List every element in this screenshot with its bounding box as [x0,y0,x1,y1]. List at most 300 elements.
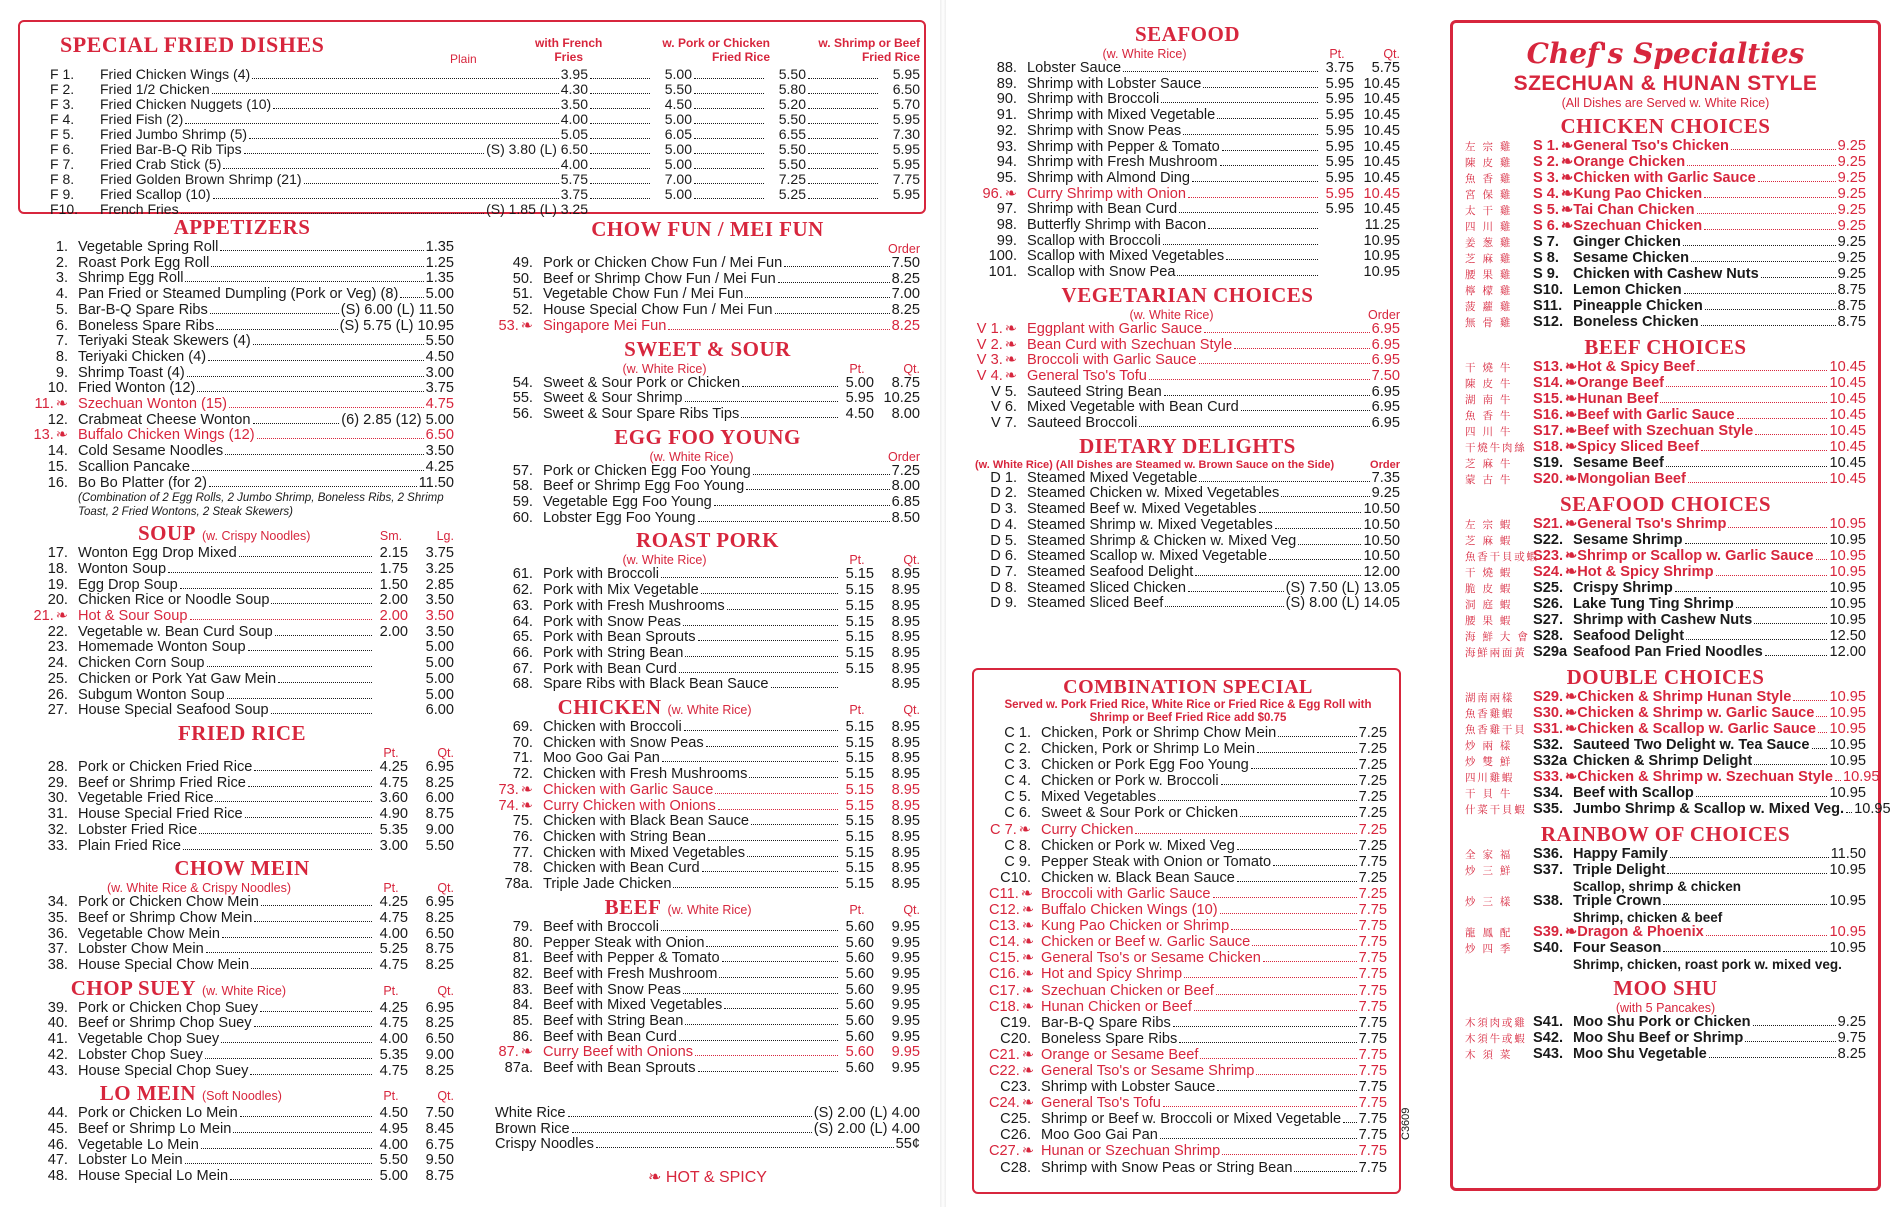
price-small: 4.75 [379,774,408,791]
menu-item [989,902,1387,918]
menu-item [989,1111,1387,1127]
leader-dots [694,168,764,169]
price-col: 5.25 [778,186,806,202]
leader-dots [1275,528,1362,529]
menu-item [975,565,1400,581]
item-name: Curry Beef with Onions [543,1044,694,1061]
menu-item [30,381,454,397]
menu-item [975,92,1400,108]
price-large: 5.00 [425,686,454,703]
price-col: 5.95 [892,66,920,82]
price-small: 5.15 [845,582,874,599]
leader-dots [718,809,838,810]
item-price: 7.25 [1358,821,1387,838]
chinese-name: 全 家 福 [1465,849,1513,861]
hot-pepper-icon: ❧ [1565,391,1578,407]
section-subtitle: (w. White Rice) [202,983,287,998]
col-label-1: Pt. [849,361,865,376]
item-number: C 2. [1004,741,1031,758]
item-price: 6.95 [1371,415,1400,432]
item-number: 97. [996,201,1017,218]
price-col: 7.25 [778,171,806,187]
leader-dots [1183,134,1318,135]
leader-dots [1158,800,1356,801]
col-shrimp: w. Shrimp or Beef Fried Rice [818,36,920,64]
price-large: 8.95 [891,597,920,614]
price-small: 4.25 [379,758,408,775]
price-small: 2.15 [379,545,408,562]
price-small: 5.60 [845,1013,874,1030]
item-number: 32. [47,821,68,838]
price-large: 10.45 [1363,169,1400,186]
chinese-name: 龍 鳳 配 [1465,927,1513,939]
leader-dots [1670,857,1829,858]
col-label-1: Order [888,449,920,464]
item-number: V 3. ❧ [976,352,1017,369]
hot-pepper-icon: ❧ [1565,423,1578,439]
item-code: S41. [1533,1014,1564,1030]
combo-content [989,676,1387,1176]
item-price: 7.75 [1358,1046,1387,1063]
section-subtitle: (w. White Rice) [667,902,752,917]
item-name: Beef with Garlic Sauce [1577,407,1735,423]
item-price: 10.50 [1363,501,1400,518]
hot-pepper-icon: ❧ [1565,705,1578,721]
price-small: 5.60 [845,997,874,1014]
leader-dots [1716,575,1828,576]
hot-pepper-icon: ❧ [1021,982,1035,999]
column-header [495,362,920,376]
item-name: Orange Chicken [1573,154,1686,170]
item-number: V 5. [991,383,1017,400]
leader-dots [180,588,372,589]
item-name: Szechuan Chicken or Beef [1041,982,1214,999]
item-name: Chicken with Mixed Vegetables [543,844,745,861]
legend-label: HOT & SPICY [665,1169,767,1187]
menu-item [495,1030,920,1046]
item-number: C16. ❧ [989,966,1035,983]
item-name: Lobster Chop Suey [78,1046,203,1063]
item-price: 10.50 [1363,548,1400,565]
item-name: Fried Wonton (12) [78,380,196,397]
leader-dots [261,905,372,906]
item-number: 19. [47,576,68,593]
item-name: Steamed Sliced Chicken [1027,579,1186,596]
item-price: 11.50 [1830,846,1866,862]
price-large: 6.95 [425,894,454,911]
menu-item [495,983,920,999]
leader-dots [240,1116,372,1117]
menu-item [30,287,454,303]
price-small: 5.95 [1325,201,1354,218]
leader-dots [1755,434,1827,435]
leader-dots [751,824,838,825]
item-number: 20. [47,592,68,609]
item-name: Pepper Steak with Onion or Tomato [1041,853,1272,870]
leader-dots [1705,309,1836,310]
menu-item [975,171,1400,187]
item-number: 65. [512,629,533,646]
item-code: S16. ❧ [1533,407,1578,423]
chinese-name: 木須牛或蝦 [1465,1033,1527,1045]
item-size-prices: (6) 2.85 (12) [341,411,422,428]
item-code: S14. ❧ [1533,375,1578,391]
item-name: Sesame Chicken [1573,250,1690,266]
item-number: C 8. [1004,837,1031,854]
item-name: Lobster Egg Foo Young [543,509,696,526]
item-number: 81. [512,950,533,967]
menu-item [989,773,1387,789]
item-number: 31. [47,806,68,823]
menu-item [495,767,920,783]
item-price: 9.25 [1371,485,1400,502]
item-name: Steamed Seafood Delight [1027,563,1194,580]
item-number: 33. [47,837,68,854]
item-name: Fried Jumbo Shrimp (5) [100,126,248,142]
menu-item [30,703,454,719]
item-price: 7.75 [1358,934,1387,951]
chef-item [1465,847,1866,863]
item-number: D 4. [990,516,1017,533]
item-number: 3. [55,270,68,287]
menu-item [975,322,1400,338]
item-name: Shrimp with Pepper & Tomato [1027,138,1220,155]
item-name: Shrimp with Broccoli [1027,91,1160,108]
col-pork: w. Pork or Chicken Fried Rice [662,36,770,64]
menu-item [495,861,920,877]
chinese-name: 魚 香 牛 [1465,410,1513,422]
item-price: 10.45 [1829,375,1866,391]
chinese-name: 芝 麻 雞 [1465,253,1513,265]
section-subtitle: (w. White Rice & Crispy Noodles) [106,881,292,896]
item-price: 12.50 [1829,628,1866,644]
item-number: 16. [47,474,68,491]
item-number: C22. ❧ [989,1062,1035,1079]
hot-pepper-icon: ❧ [1021,998,1035,1015]
leader-dots [1697,213,1836,214]
leader-dots [400,297,423,298]
item-name: General Tso's Tofu [1027,367,1147,384]
price-col: 6.50 [892,81,920,97]
leader-dots [209,486,417,487]
item-name: Beef or Shrimp Fried Rice [78,774,246,791]
price-col: 5.50 [778,66,806,82]
item-name: Pork with Fresh Mushrooms [543,597,725,614]
item-code: S42. [1533,1030,1564,1046]
item-name: Singapore Mei Fun [543,317,667,334]
item-number: 14. [47,443,68,460]
price-large: 8.25 [425,957,454,974]
price-large: 10.25 [883,390,920,407]
item-name: Beef with Broccoli [543,918,659,935]
item-name: Broccoli with Garlic Sauce [1027,352,1197,369]
item-size-prices: (S) 5.75 (L) [339,317,414,334]
item-name: Szechuan Wonton (15) [78,396,228,413]
item-name: Lemon Chicken [1573,282,1682,298]
leader-dots [695,1055,838,1056]
hot-pepper-icon: ❧ [1021,918,1035,935]
item-code: S38. [1533,893,1564,909]
item-number: 72. [512,766,533,783]
menu-item [975,581,1400,597]
leader-dots [701,593,838,594]
item-number: C18. ❧ [989,998,1035,1015]
item-price: 55¢ [895,1136,920,1153]
combo-box [972,668,1401,1194]
price-large: 6.95 [425,758,454,775]
item-name: Steamed Shrimp & Chicken w. Mixed Veg [1027,532,1297,549]
menu-item [495,376,920,392]
chef-item [1465,424,1866,440]
hot-pepper-icon: ❧ [1021,966,1035,983]
menu-item [495,1045,920,1061]
leader-dots [253,423,340,424]
item-code: S29a [1533,644,1568,660]
item-price: 8.75 [1837,314,1866,330]
chef-item [1465,941,1866,957]
item-number: 80. [512,934,533,951]
menu-item [975,400,1400,416]
item-number: 28. [47,758,68,775]
item-name: Chicken with Garlic Sauce [543,781,714,798]
item-name: Fried Bar-B-Q Rib Tips [100,141,242,157]
menu-item [30,350,454,366]
item-name: Chicken with String Bean [543,828,707,845]
menu-item [30,640,454,656]
chinese-name: 左 宗 雞 [1465,141,1513,153]
item-code: S35. [1533,801,1564,817]
item-name: Triple Jade Chicken [543,876,672,893]
leader-dots [673,887,838,888]
leader-dots [1199,481,1369,482]
leader-dots [251,968,372,969]
item-name: Kung Pao Chicken or Shrimp [1041,918,1230,935]
leader-dots [207,666,372,667]
item-price: 8.25 [891,270,920,287]
item-number: 83. [512,981,533,998]
item-name: Subgum Wonton Soup [78,686,225,703]
item-number: 55. [512,390,533,407]
leader-dots [668,329,889,330]
menu-item [30,1064,454,1080]
item-code: S17. ❧ [1533,423,1578,439]
price-small: 4.50 [845,405,874,422]
chef-item [1465,786,1866,802]
price-col: 5.00 [664,141,692,157]
leader-dots [244,153,484,154]
col-label-2: Qt. [903,361,920,376]
item-price: 9.25 [1837,202,1866,218]
item-number: 58. [512,478,533,495]
leader-dots [808,93,878,94]
leader-dots [1835,780,1841,781]
item-code: S 7. [1533,234,1559,250]
chinese-name: 炒 三 鮮 [1465,865,1513,877]
item-name: Pork or Chicken Egg Foo Young [543,462,751,479]
leader-dots [1192,181,1318,182]
item-name: Chicken w. Black Bean Sauce [1041,869,1235,886]
item-price: 7.75 [1358,853,1387,870]
item-number: 95. [996,169,1017,186]
price-small: 1.50 [379,576,408,593]
item-name: Beef or Shrimp Chop Suey [78,1015,252,1032]
menu-item [30,476,454,492]
leader-dots [1704,197,1835,198]
item-name: Shrimp or Beef w. Broccoli or Mixed Vegetable [1041,1111,1342,1128]
menu-item [975,518,1400,534]
chef-item [1465,251,1866,267]
item-number: 29. [47,774,68,791]
hot-pepper-icon: ❧ [1560,138,1574,154]
hot-pepper-icon: ❧ [1565,721,1578,737]
leader-dots [1221,784,1357,785]
item-size-prices: (S) 3.80 (L) 6.50 [486,141,588,157]
item-code: S 2. ❧ [1533,154,1574,170]
price-small: 5.95 [1325,122,1354,139]
item-name: Sweet & Sour Spare Ribs Tips [543,405,740,422]
item-name: Beef with Fresh Mushroom [543,965,718,982]
chinese-name: 蒙 古 牛 [1465,474,1513,486]
menu-item [989,854,1387,870]
item-number: 38. [47,957,68,974]
item-name: Pork or Chicken Chop Suey [78,999,259,1016]
item-name: Steamed Chicken w. Mixed Vegetables [1027,485,1280,502]
menu-item [989,1015,1387,1031]
hot-pepper-icon: ❧ [1565,407,1578,423]
leader-dots [1765,655,1828,656]
leader-dots [1754,623,1827,624]
menu-item [989,741,1387,757]
menu-item [989,1031,1387,1047]
item-price: 10.95 [1843,769,1880,785]
chef-item [1465,754,1866,770]
leader-dots [1165,606,1283,607]
column-1 [30,215,454,1185]
menu-item [30,942,454,958]
section-subtitle: (Soft Noodles) [202,1089,282,1104]
item-name: Cold Sesame Noodles [78,443,224,460]
menu-item [495,998,920,1014]
item-price: 4.75 [425,396,454,413]
leader-dots [1298,544,1361,545]
item-number: 94. [996,154,1017,171]
menu-item [495,830,920,846]
hot-pepper-icon: ❧ [1565,924,1578,940]
price-small: 5.60 [845,965,874,982]
price-small: 5.15 [845,734,874,751]
item-price: 1.35 [425,239,454,255]
leader-dots [1149,379,1370,380]
item-number: 36. [47,925,68,942]
item-number: C12. ❧ [989,902,1035,919]
menu-item [30,672,454,688]
price-col: 5.95 [892,186,920,202]
leader-dots [808,78,878,79]
item-number: F 3. [50,96,75,112]
item-price: 7.25 [1358,885,1387,902]
leader-dots [254,1026,372,1027]
leader-dots [208,360,423,361]
price-large: 10.95 [1363,264,1400,281]
menu-item [989,1160,1387,1176]
price-small: 5.15 [845,660,874,677]
price-large: 8.95 [891,719,920,736]
chef-item [1465,1047,1866,1063]
item-price: 8.00 [891,478,920,495]
menu-item [495,407,920,423]
item-name: Bar-B-Q Spare Ribs [1041,1014,1171,1031]
leader-dots [1737,418,1828,419]
rice-item [495,1137,920,1153]
item-name: Broccoli with Garlic Sauce [1041,885,1211,902]
item-number: 92. [996,122,1017,139]
leader-dots [1281,496,1369,497]
item-number: 89. [996,75,1017,92]
leader-dots [679,1040,838,1041]
leader-dots [749,777,838,778]
item-name: Ginger Chicken [1573,234,1681,250]
price-large: 8.95 [891,876,920,893]
item-name: Sauteed Broccoli [1027,415,1138,432]
price-small: 5.60 [845,981,874,998]
price-col: 4.50 [664,96,692,112]
price-large: 8.95 [891,750,920,767]
col-label-2: Qt. [903,553,920,568]
item-price: 9.75 [1837,1030,1866,1046]
price-plain: 3.95 [560,66,588,82]
hot-pepper-icon: ❧ [1565,769,1578,785]
item-number: C 4. [1004,773,1031,790]
leader-dots [211,266,423,267]
price-small: 5.60 [845,918,874,935]
hot-pepper-icon: ❧ [1021,934,1035,951]
item-number: 48. [47,1168,68,1185]
column-header [30,881,454,895]
price-large: 8.95 [891,566,920,583]
price-large: 9.50 [425,1152,454,1169]
hot-pepper-icon: ❧ [1560,170,1574,186]
leader-dots [1294,1171,1356,1172]
leader-dots [271,713,372,714]
item-number: 34. [47,894,68,911]
item-price: 7.75 [1358,1079,1387,1096]
price-small: 3.60 [379,790,408,807]
price-large: 8.95 [891,629,920,646]
item-number: 61. [512,566,533,583]
item-name: Shrimp with Cashew Nuts [1573,612,1753,628]
item-number: 39. [47,999,68,1016]
item-price: 10.95 [1829,893,1866,909]
item-name: Chicken with Cashew Nuts [1573,266,1759,282]
item-name: Crispy Shrimp [1573,580,1673,596]
item-name: Beef or Shrimp Egg Foo Young [543,478,745,495]
hot-pepper-icon: ❧ [1565,564,1578,580]
item-number: 42. [47,1046,68,1063]
leader-dots [742,386,838,387]
price-large: 6.50 [425,925,454,942]
item-price: 7.25 [1358,773,1387,790]
price-large: 10.45 [1363,154,1400,171]
price-large: 9.95 [891,965,920,982]
item-number: 51. [512,286,533,303]
price-plain: 5.05 [560,126,588,142]
hot-pepper-icon: ❧ [1004,336,1017,353]
chef-item [1465,283,1866,299]
chinese-name: 干 燒 牛 [1465,362,1513,374]
leader-dots [694,108,764,109]
leader-dots [784,266,889,267]
item-name: Pork or Chicken Chow Mein [78,894,259,911]
